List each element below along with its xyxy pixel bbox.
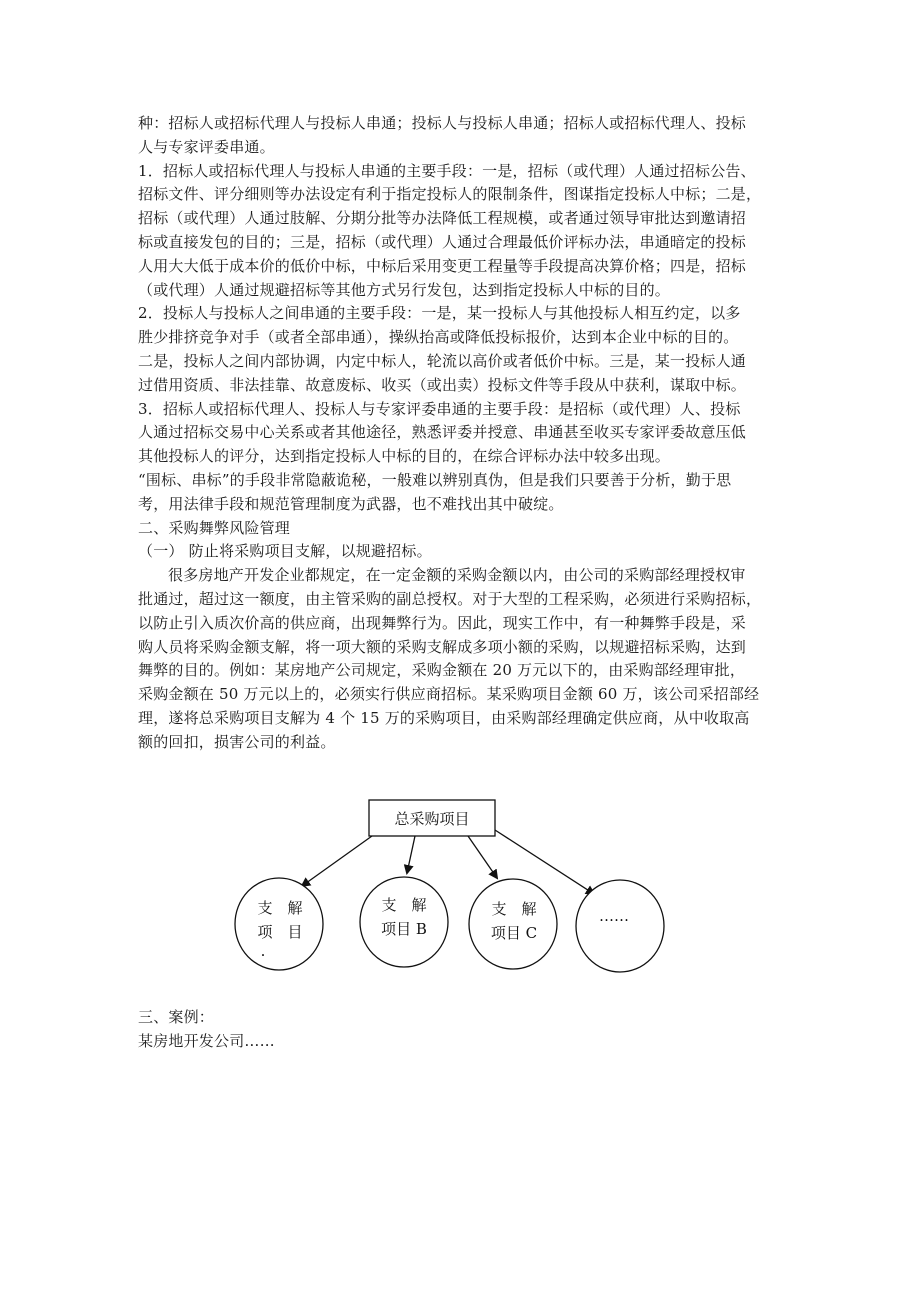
body-paragraph-line: 额的回扣，损害公司的利益。 [138,732,336,751]
arrow-to-child-c [468,836,497,878]
paragraph-line: 招标文件、评分细则等办法设定有利于指定投标人的限制条件，图谋指定投标人中标；二是， [138,185,762,204]
paragraph-line: 胜少排挤竞争对手（或者全部串通），操纵抬高或降低投标报价，达到本企业中标的目的。 [138,328,739,347]
case-heading: 三、案例： [138,1008,215,1026]
body-paragraph-line: 理，遂将总采购项目支解为 4 个 15 万的采购项目，由采购部经理确定供应商，从中收取高 [138,708,750,727]
paragraph-line: 人通过招标交易中心关系或者其他途径，熟悉评委并授意、串通甚至收买专家评委故意压低 [138,423,747,442]
more-node [576,880,664,972]
section-heading: 二、采购舞弊风险管理 [138,518,291,537]
diagram-canvas [226,794,676,980]
paragraph-line: 3．招标人或招标代理人、投标人与专家评委串通的主要手段：是招标（或代理）人、投标 [138,399,741,418]
child-a-label-line1: 支 解 [257,899,303,917]
subsection-heading: （一） 防止将采购项目支解，以规避招标。 [138,542,432,561]
paragraph-line: 人用大大低于成本价的低价中标，中标后采用变更工程量等手段提高决算价格；四是，招标 [138,256,747,275]
paragraph-line: 过借用资质、非法挂靠、故意废标、收买（或出卖）投标文件等手段从中获利，谋取中标。 [138,375,747,394]
body-paragraph-line: 以防止引入质次价高的供应商，出现舞弊行为。因此，现实工作中，有一种舞弊手段是，采 [138,613,747,632]
child-b-label-line1: 支 解 [381,896,427,914]
child-b-label-line2: 项目 B [381,920,427,938]
paragraph-line: 考，用法律手段和规范管理制度为武器，也不难找出其中破绽。 [138,494,564,513]
case-text: 某房地开发公司…… [138,1031,275,1050]
body-paragraph-line: 采购金额在 50 万元以上的，必须实行供应商招标。某采购项目金额 60 万，该公司采招部经 [138,685,760,704]
paragraph-line: 2．投标人与投标人之间串通的主要手段：一是，某一投标人与其他投标人相互约定，以多 [138,304,741,323]
body-paragraph-line: 批通过，超过这一额度，由主管采购的副总授权。对于大型的工程采购，必须进行采购招标， [138,589,762,608]
more-label: …… [599,907,629,925]
paragraph-line: 标或直接发包的目的；三是，招标（或代理）人通过合理最低价评标办法，串通暗定的投标 [138,232,747,251]
arrow-to-child-b [407,836,415,873]
paragraph-line: 招标（或代理）人通过肢解、分期分批等办法降低工程规模，或者通过领导审批达到邀请招 [138,209,747,228]
body-paragraph-line: 舞弊的目的。例如：某房地产公司规定，采购金额在 20 万元以下的，由采购部经理审批， [138,661,746,680]
paragraph-line: 人与专家评委串通。 [138,137,275,156]
paragraph-line: 其他投标人的评分，达到指定投标人中标的目的，在综合评标办法中较多出现。 [138,447,671,466]
paragraph-line: 1．招标人或招标代理人与投标人串通的主要手段：一是，招标（或代理）人通过招标公告、 [138,161,756,180]
paragraph-line: 二是，投标人之间内部协调，内定中标人，轮流以高价或者低价中标。三是，某一投标人通 [138,351,747,370]
document-body [138,112,786,755]
procurement-split-diagram [226,794,676,980]
paragraph-line: （或代理）人通过规避招标等其他方式另行发包，达到指定投标人中标的目的。 [138,280,671,299]
child-c-label-line1: 支 解 [491,900,537,918]
body-paragraph-line: 购人员将采购金额支解，将一项大额的采购支解成多项小额的采购，以规避招标采购，达到 [138,637,747,656]
child-c-label-line2: 项目 C [490,924,538,942]
arrow-to-child-a [302,836,372,886]
paragraph-line: “围标、串标”的手段非常隐蔽诡秘，一般难以辨别真伪，但是我们只要善于分析，勤于思 [138,470,732,489]
case-section [138,1006,786,1054]
body-paragraph-line: 很多房地产开发企业都规定，在一定金额的采购金额以内，由公司的采购部经理授权审 [168,566,746,585]
root-label: 总采购项目 [394,810,470,828]
child-a-label-line3: · [260,946,266,964]
paragraph-line: 种：招标人或招标代理人与投标人串通；投标人与投标人串通；招标人或招标代理人、投标 [138,114,747,132]
child-a-label-line2: 项 目 [257,923,303,941]
